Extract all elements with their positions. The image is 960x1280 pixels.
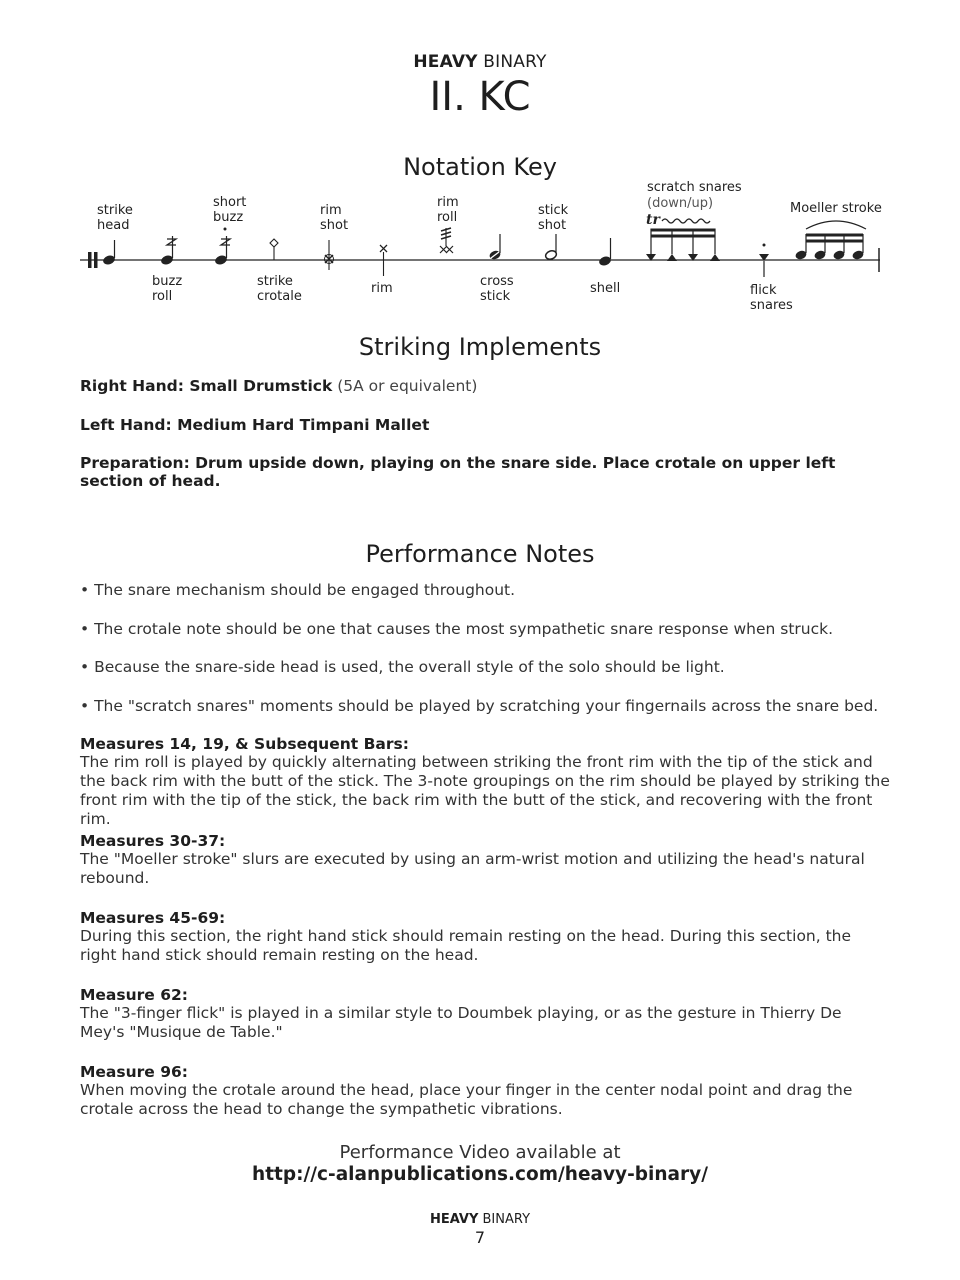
right-hand-line xyxy=(80,377,900,395)
striking-implements-heading: Striking Implements xyxy=(358,333,602,361)
measure-note-text: When moving the crotale around the head, place your finger in the center nodal point and drag the crotale across the head to change the sympathetic vibrations. xyxy=(80,1081,853,1118)
buzz-roll-notehead xyxy=(160,236,176,266)
strike-crotale-notehead xyxy=(270,239,278,260)
measure-note-title: Measure 96: xyxy=(80,1063,188,1081)
stick-shot-label: stick shot xyxy=(538,203,569,233)
measure-note-text: During this section, the right hand stick should remain resting on the head. During this section, the right hand stick should remain resting on the head. xyxy=(80,927,852,964)
right-hand-implement: Right Hand: Small Drumstick xyxy=(80,377,333,395)
shell-label: shell xyxy=(590,281,621,296)
preparation-line xyxy=(80,454,900,490)
footer-series-bold: HEAVY xyxy=(429,1212,479,1227)
trill-wavy-line xyxy=(662,219,710,223)
scratch-snares-label: scratch snares xyxy=(647,180,742,195)
left-hand-line xyxy=(80,416,900,434)
note-bullet: • Because the snare-side head is used, the overall style of the solo should be light. xyxy=(80,658,725,676)
measure-note xyxy=(80,909,890,965)
note-bullet: • The crotale note should be one that causes the most sympathetic snare response when struck. xyxy=(80,620,834,638)
left-hand-implement: Left Hand: Medium Hard Timpani Mallet xyxy=(80,416,430,434)
footer-series-title xyxy=(0,1212,960,1227)
moeller-stroke-label: Moeller stroke xyxy=(790,201,882,216)
measure-note xyxy=(80,832,890,888)
strike-head-label: strike head xyxy=(97,203,133,233)
trill-marking: tr xyxy=(646,212,660,228)
measure-note-title: Measures 45-69: xyxy=(80,909,226,927)
rim-roll-label: rim roll xyxy=(437,195,459,225)
cross-stick-label: cross stick xyxy=(480,274,514,304)
measure-note-text: The "Moeller stroke" slurs are executed by using an arm-wrist motion and utilizing the head's natural rebound. xyxy=(80,850,865,887)
stick-shot-notehead xyxy=(544,234,557,261)
strike-head-notehead xyxy=(102,240,116,266)
movement-title: II. KC xyxy=(429,74,531,120)
measure-note-text: The "3-finger flick" is played in a similar style to Doumbek playing, or as the gesture in Thierry De Mey's "Musique de Table." xyxy=(80,1004,842,1041)
performance-notes-heading: Performance Notes xyxy=(365,540,595,568)
rim-shot-label: rim shot xyxy=(320,203,349,233)
scratch-snares-sublabel: (down/up) xyxy=(647,196,714,211)
flick-snares-label: flick snares xyxy=(750,283,793,313)
series-title-bold: HEAVY xyxy=(413,52,478,72)
percussion-clef xyxy=(88,252,92,268)
footer-series-rest: BINARY xyxy=(478,1212,531,1227)
measure-note-title: Measure 62: xyxy=(80,986,188,1004)
rim-label: rim xyxy=(371,281,393,296)
preparation-text: Preparation: Drum upside down, playing on the snare side. Place crotale on upper left section of head. xyxy=(80,454,836,490)
measure-note-title: Measures 30-37: xyxy=(80,832,226,850)
notation-key-heading: Notation Key xyxy=(403,153,557,181)
measure-note xyxy=(80,1063,890,1119)
note-bullet: • The snare mechanism should be engaged throughout. xyxy=(80,581,516,599)
rim-shot-notehead xyxy=(325,240,334,270)
moeller-slur xyxy=(806,221,866,229)
measure-note-title: Measures 14, 19, & Subsequent Bars: xyxy=(80,735,409,753)
right-hand-note: (5A or equivalent) xyxy=(332,377,478,395)
series-title xyxy=(0,52,960,72)
cross-stick-notehead xyxy=(488,234,501,261)
video-label: Performance Video available at xyxy=(339,1142,621,1163)
measure-note-text: The rim roll is played by quickly alternating between striking the front rim with the tip of the stick and the back rim with the butt of the stick. The 3-note groupings on the rim should be played by striking the front rim with the tip of the stick, the back rim with the butt of the stick, and recovering with the front rim. xyxy=(80,753,890,828)
scratch-snares-notes xyxy=(646,229,720,262)
measure-note xyxy=(80,735,890,829)
short-buzz-label: short buzz xyxy=(213,195,247,225)
strike-crotale-label: strike crotale xyxy=(257,274,302,304)
series-title-rest: BINARY xyxy=(477,52,547,72)
buzz-roll-label: buzz roll xyxy=(152,274,183,304)
shell-notehead xyxy=(598,238,612,267)
page-number: 7 xyxy=(474,1228,486,1247)
note-bullet: • The "scratch snares" moments should be played by scratching your fingernails across the snare bed. xyxy=(80,697,879,715)
notation-key-staff xyxy=(0,180,960,320)
measure-note xyxy=(80,986,890,1042)
video-url-link[interactable]: http://c-alanpublications.com/heavy-binary/ xyxy=(252,1164,708,1185)
moeller-stroke-notes xyxy=(794,234,864,261)
rim-roll-notehead xyxy=(440,228,453,253)
